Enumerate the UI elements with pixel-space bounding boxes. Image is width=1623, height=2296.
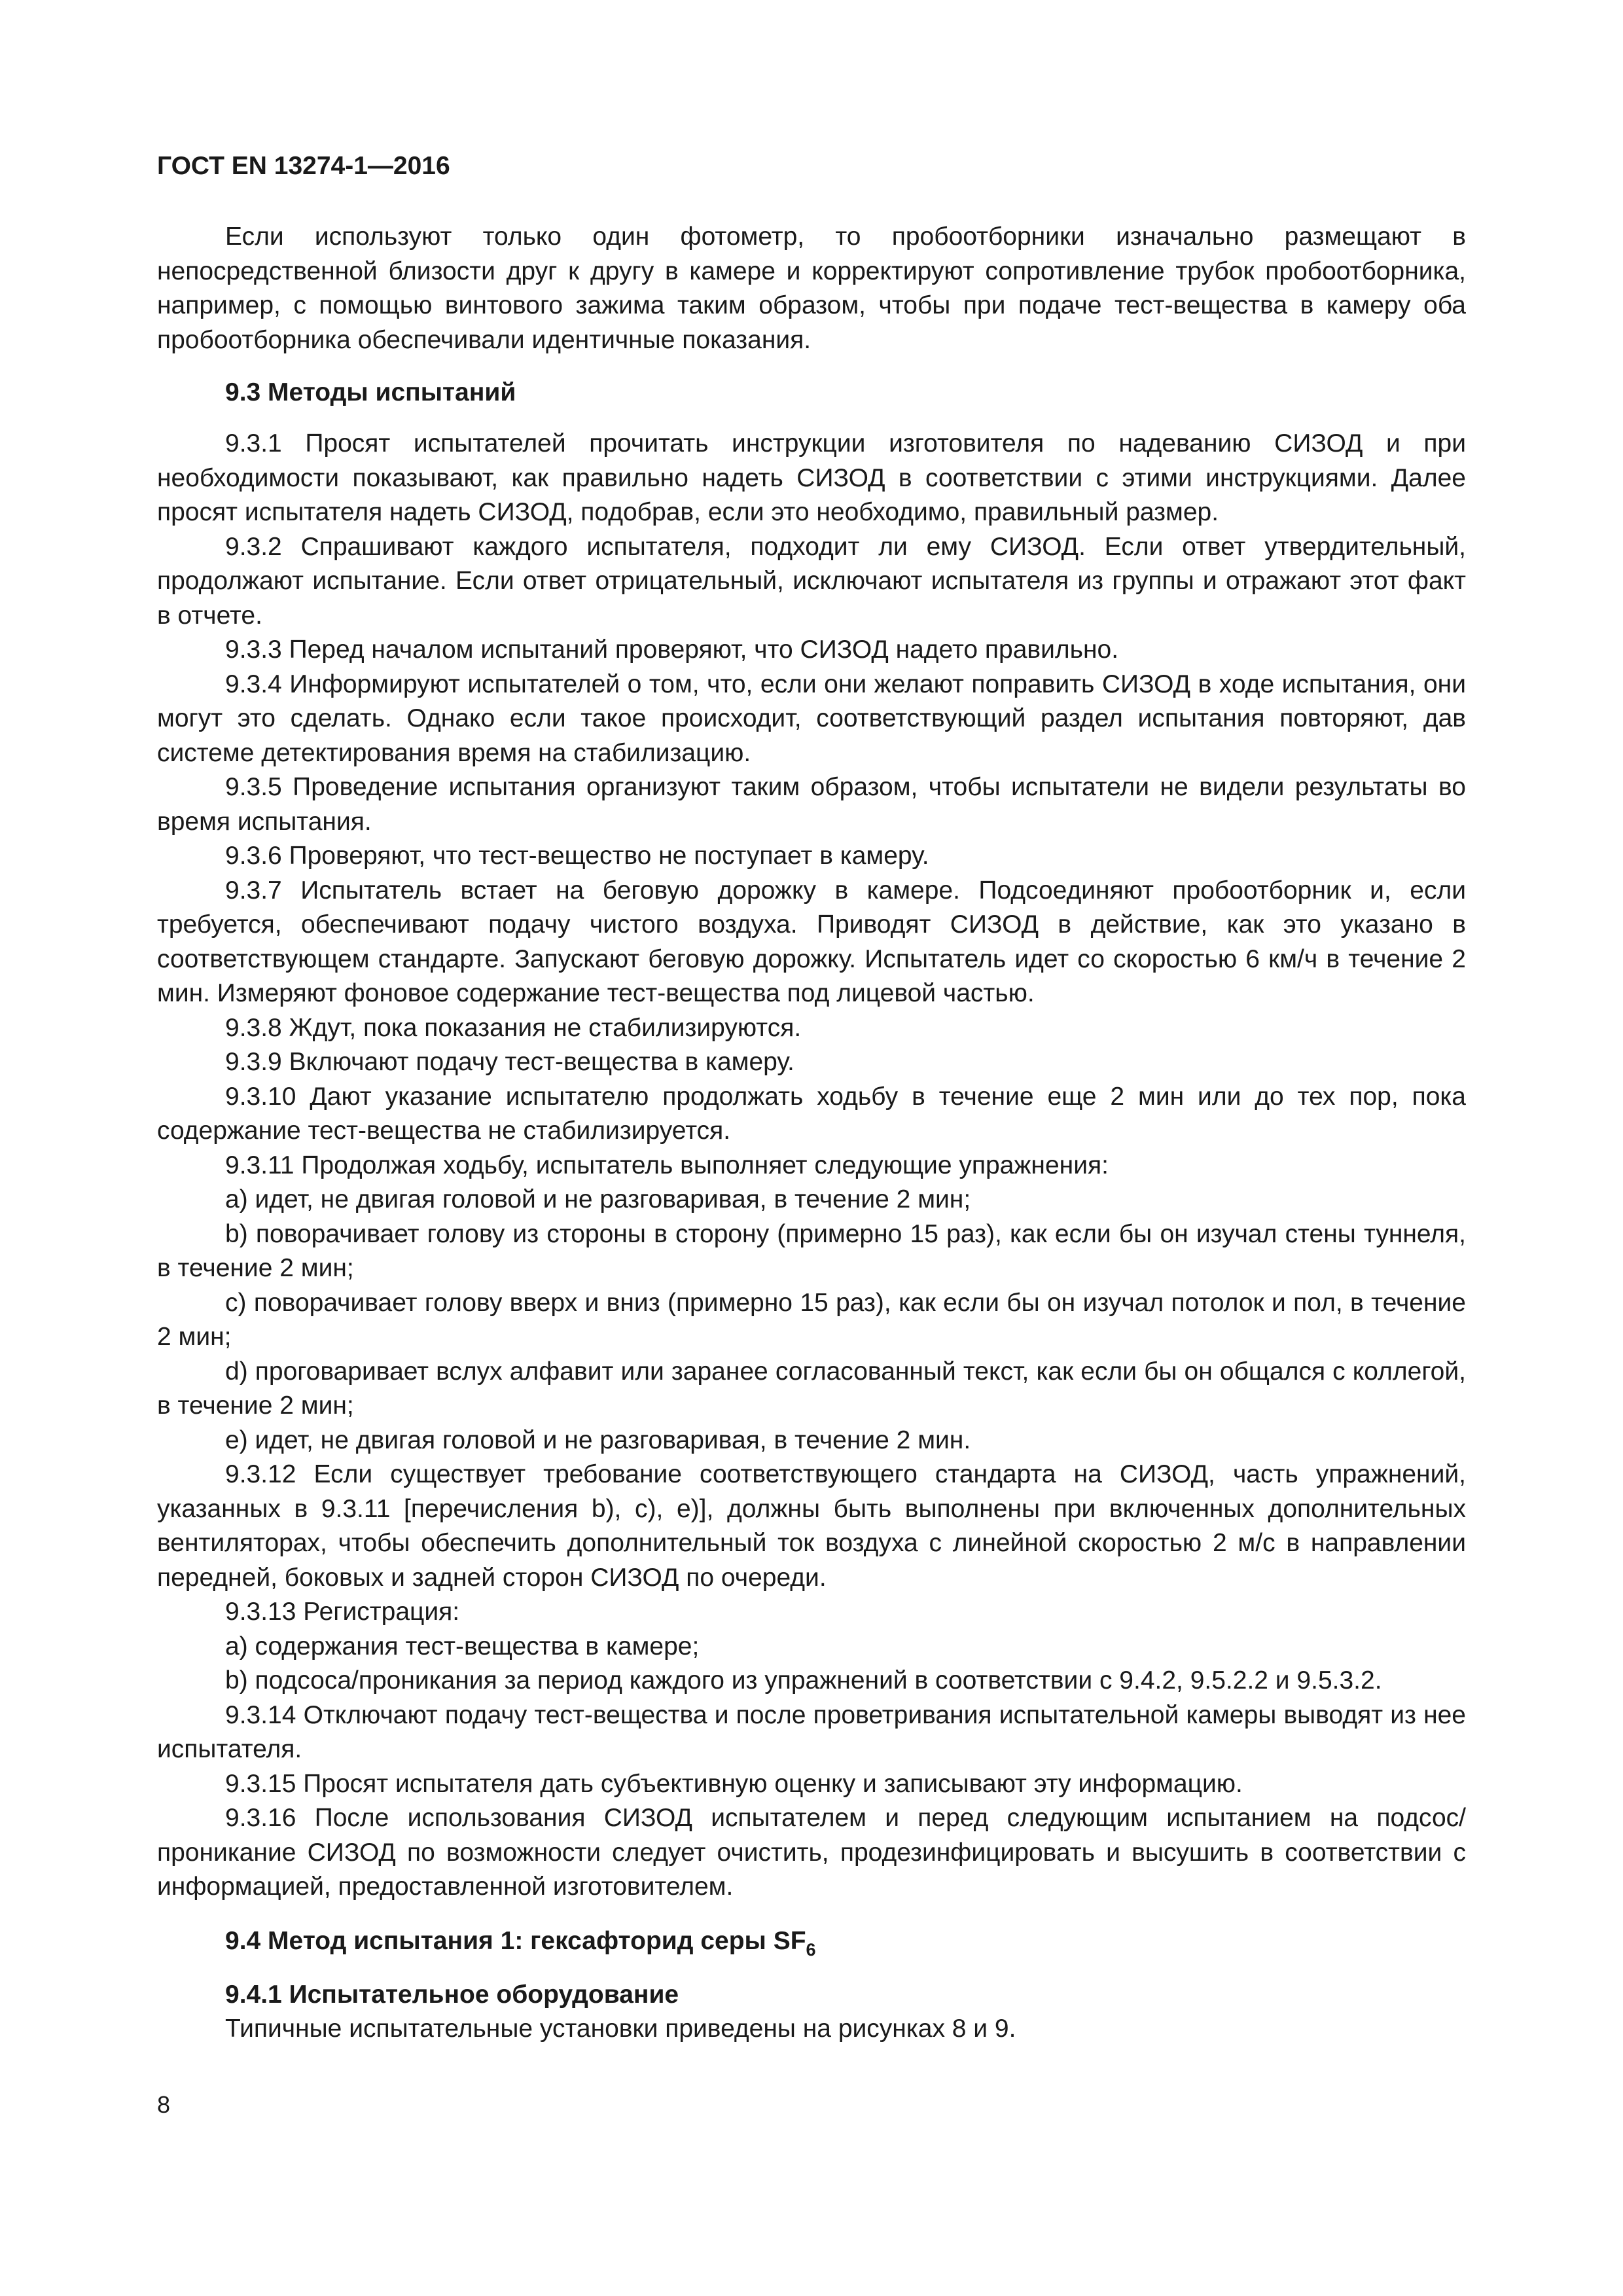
clause-9-3-5: 9.3.5 Проведение испытания организуют таким образом, чтобы испытатели не видели результаты во время испытания. [157,773,1466,836]
section-9-4-title [157,1924,1466,1958]
clause-9-3-9: 9.3.9 Включают подачу тест-вещества в камеру. [225,1048,794,1076]
intro-paragraph: Если используют только один фотометр, то пробоотборники изначально размещают в непосредственной близости друг к другу в камере и корректируют сопротивление трубок пробоотборника, например, с помощью винтового зажима таким образом, чтобы при подаче тест-вещества в камеру оба пробоотборника обеспечивали идентичные показания. [157,223,1466,354]
clause-9-3-7: 9.3.7 Испытатель встает на беговую дорожку в камере. Подсоединяют пробоотборник и, если требуется, обеспечивают подачу чистого воздуха. Приводят СИЗОД в действие, как это указано в соответствующем стандарте. Запускают беговую дорожку. Испытатель идет со скоростью 6 км/ч в течение 2 мин. Измеряют фоновое содержание тест-вещества под лицевой частью. [157,876,1466,1007]
clause-9-3-14: 9.3.14 Отключают подачу тест-вещества и после проветривания испытательной камеры выводят из нее испытателя. [157,1700,1466,1763]
document-id-header: ГОСТ EN 13274-1—2016 [157,152,450,180]
list-item-d: d) проговаривает вслух алфавит или заранее согласованный текст, как если бы он общался с коллегой, в течение 2 мин; [157,1357,1466,1420]
list-item-c: c) поворачивает голову вверх и вниз (примерно 15 раз), как если бы он изучал потолок и пол, в течение 2 мин; [157,1288,1466,1351]
clause-9-3-2: 9.3.2 Спрашивают каждого испытателя, подходит ли ему СИЗОД. Если ответ утвердительный, продолжают испытание. Если ответ отрицательный, исключают испытателя из группы и отражают этот факт в отчете. [157,532,1466,630]
document-page [157,152,1466,2046]
clause-9-3-8: 9.3.8 Ждут, пока показания не стабилизируются. [225,1013,802,1042]
list-item-e: e) идет, не двигая головой и не разговаривая, в течение 2 мин. [225,1426,971,1454]
clause-9-3-13: 9.3.13 Регистрация: [225,1598,460,1626]
list-item-a: a) содержания тест-вещества в камере; [225,1632,700,1660]
clause-9-3-11: 9.3.11 Продолжая ходьбу, испытатель выполняет следующие упражнения: [225,1151,1109,1179]
section-9-3-title: 9.3 Методы испытаний [225,378,516,406]
page-number: 8 [157,2091,171,2118]
section-9-4-title-subscript: 6 [806,1939,816,1960]
list-item-a: a) идет, не двигая головой и не разговаривая, в течение 2 мин; [225,1185,971,1213]
clause-9-3-10: 9.3.10 Дают указание испытателю продолжать ходьбу в течение еще 2 мин или до тех пор, пока содержание тест-вещества не стабилизируется. [157,1082,1466,1145]
clause-9-3-6: 9.3.6 Проверяют, что тест-вещество не поступает в камеру. [225,842,929,870]
clause-9-3-1: 9.3.1 Просят испытателей прочитать инструкции изготовителя по надеванию СИЗОД и при необходимости показывают, как правильно надеть СИЗОД в соответствии с этими инструкциями. Далее просят испытателя надеть СИЗОД, подобрав, если это необходимо, правильный размер. [157,429,1466,526]
subsection-9-4-1-text: Типичные испытательные установки приведены на рисунках 8 и 9. [225,2014,1016,2043]
clause-9-3-16: 9.3.16 После использования СИЗОД испытателем и перед следующим испытанием на подсос/проникание СИЗОД по возможности следует очистить, продезинфицировать и высушить в соответствии с информацией, предоставленной изготовителем. [157,1804,1466,1901]
section-9-4-title-text: 9.4 Метод испытания 1: гексафторид серы SF [225,1926,806,1955]
clause-9-3-15: 9.3.15 Просят испытателя дать субъективную оценку и записывают эту информацию. [225,1769,1243,1798]
list-item-b: b) поворачивает голову из стороны в сторону (примерно 15 раз), как если бы он изучал стены туннеля, в течение 2 мин; [157,1219,1466,1282]
subsection-9-4-1-title: 9.4.1 Испытательное оборудование [225,1980,679,2009]
list-item-b: b) подсоса/проникания за период каждого из упражнений в соответствии с 9.4.2, 9.5.2.2 и 9.5.3.2. [225,1666,1382,1695]
clause-9-3-4: 9.3.4 Информируют испытателей о том, что, если они желают поправить СИЗОД в ходе испытания, они могут это сделать. Однако если такое происходит, соответствующий раздел испытания повторяют, дав системе детектирования время на стабилизацию. [157,670,1466,767]
clause-9-3-12: 9.3.12 Если существует требование соответствующего стандарта на СИЗОД, часть упражнений, указанных в 9.3.11 [перечисления b), c), e)], должны быть выполнены при включенных дополнительных вентиляторах, чтобы обеспечить дополнительный ток воздуха с линейной скоростью 2 м/с в направлении передней, боковых и задней сторон СИЗОД по очереди. [157,1460,1466,1592]
section-9-3-body [157,427,1466,1905]
clause-9-3-3: 9.3.3 Перед началом испытаний проверяют, что СИЗОД надето правильно. [225,636,1119,664]
